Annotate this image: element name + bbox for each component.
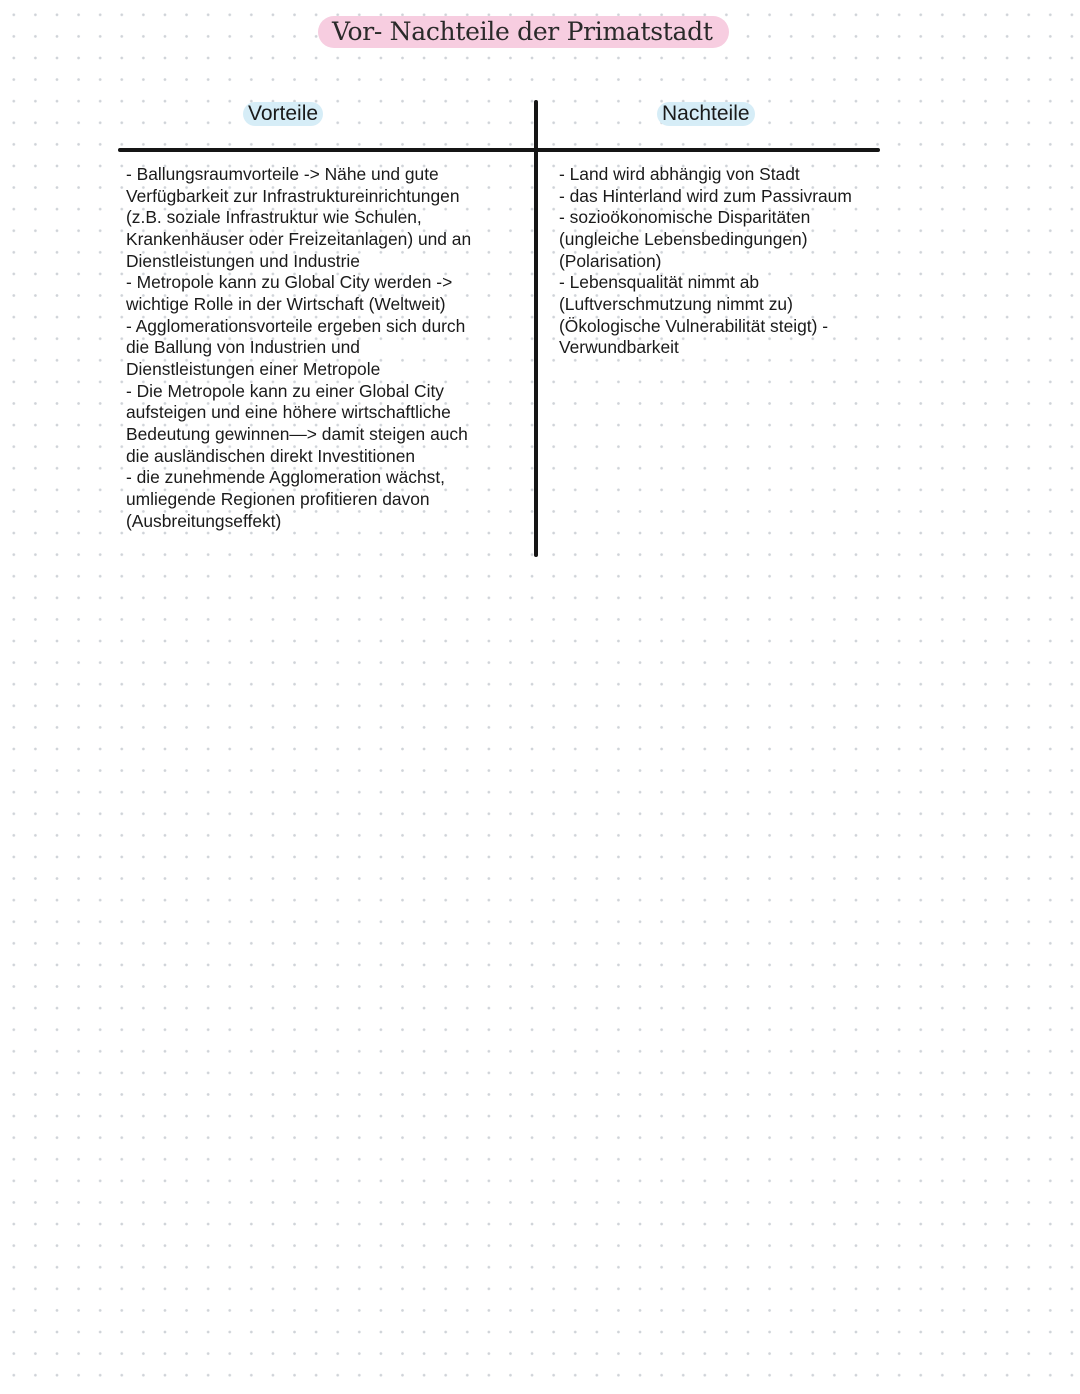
vorteile-line: Krankenhäuser oder Freizeitanlagen) und an xyxy=(126,228,472,249)
vorteile-line: Verfügbarkeit zur Infrastruktureinrichtungen xyxy=(126,185,460,206)
vorteile-line: (z.B. soziale Infrastruktur wie Schulen, xyxy=(126,207,422,228)
nachteile-line: (Ökologische Vulnerabilität steigt) - xyxy=(559,315,829,336)
vorteile-line: Bedeutung gewinnen—> damit steigen auch xyxy=(126,423,468,444)
vorteile-line: - Ballungsraumvorteile -> Nähe und gute xyxy=(126,164,439,184)
nachteile-line: - das Hinterland wird zum Passivraum xyxy=(559,185,852,206)
vorteile-line: (Ausbreitungseffekt) xyxy=(126,510,282,531)
t-chart-horizontal-rule xyxy=(118,148,880,152)
vorteile-line: - Agglomerationsvorteile ergeben sich durch xyxy=(126,315,466,336)
nachteile-line: - Land wird abhängig von Stadt xyxy=(559,164,800,184)
vorteile-line: - die zunehmende Agglomeration wächst, xyxy=(126,467,446,488)
column-heading-nachteile: Nachteile xyxy=(657,102,755,126)
vorteile-line: wichtige Rolle in der Wirtschaft (Weltweit) xyxy=(126,293,446,314)
nachteile-line: (ungleiche Lebensbedingungen) xyxy=(559,228,808,249)
nachteile-list xyxy=(559,164,879,359)
t-chart-vertical-rule xyxy=(534,100,538,557)
nachteile-line: (Polarisation) xyxy=(559,250,662,271)
column-heading-vorteile: Vorteile xyxy=(243,102,323,126)
nachteile-line: - sozioökonomische Disparitäten xyxy=(559,207,811,228)
nachteile-line: (Luftverschmutzung nimmt zu) xyxy=(559,293,793,314)
page-title: Vor- Nachteile der Primatstadt xyxy=(318,16,729,48)
vorteile-line: umliegende Regionen profitieren davon xyxy=(126,488,430,509)
vorteile-line: die Ballung von Industrien und xyxy=(126,337,360,358)
vorteile-line: - Metropole kann zu Global City werden -> xyxy=(126,272,453,293)
vorteile-list xyxy=(126,164,524,532)
nachteile-line: - Lebensqualität nimmt ab xyxy=(559,272,760,293)
vorteile-line: aufsteigen und eine höhere wirtschaftliche xyxy=(126,402,451,423)
vorteile-line: - Die Metropole kann zu einer Global City xyxy=(126,380,445,401)
vorteile-line: Dienstleistungen einer Metropole xyxy=(126,358,381,379)
vorteile-line: die ausländischen direkt Investitionen xyxy=(126,445,416,466)
nachteile-line: Verwundbarkeit xyxy=(559,337,679,358)
vorteile-line: Dienstleistungen und Industrie xyxy=(126,250,360,271)
